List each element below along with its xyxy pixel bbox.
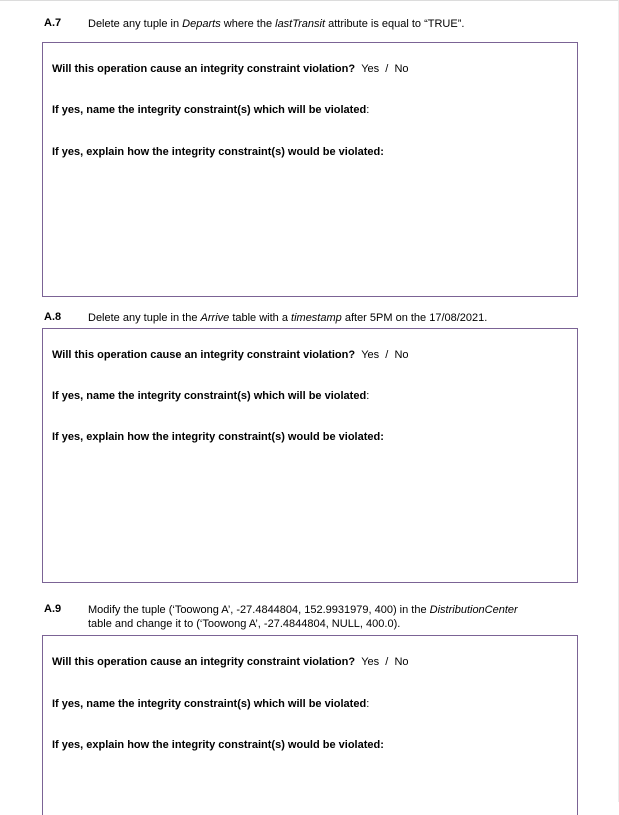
- answer-box[interactable]: [42, 42, 578, 297]
- constraint-explain-prompt: If yes, explain how the integrity constraint(s) would be violated:: [52, 431, 384, 443]
- question-text: Delete any tuple in the Arrive table with a timestamp after 5PM on the 17/08/2021.: [88, 312, 488, 324]
- question-text: Modify the tuple (‘Toowong A’, -27.4844804, 152.9931979, 400) in the DistributionCenter table and change it to (‘Toowong A’, -27.4844804, NULL, 400.0).: [88, 604, 518, 630]
- no-option: No: [394, 349, 409, 361]
- yes-option: Yes: [361, 349, 380, 361]
- yes-option: Yes: [361, 63, 380, 75]
- question-number: A.8: [44, 311, 62, 323]
- question-number: A.9: [44, 603, 62, 615]
- violation-question: Will this operation cause an integrity constraint violation? Yes / No: [52, 656, 409, 668]
- yes-option: Yes: [361, 656, 380, 668]
- no-option: No: [394, 656, 409, 668]
- answer-box[interactable]: [42, 635, 578, 815]
- question-text: Delete any tuple in Departs where the lastTransit attribute is equal to “TRUE”.: [88, 18, 465, 30]
- constraint-explain-prompt: If yes, explain how the integrity constraint(s) would be violated:: [52, 739, 384, 751]
- no-option: No: [394, 63, 409, 75]
- constraint-explain-prompt: If yes, explain how the integrity constraint(s) would be violated:: [52, 146, 384, 158]
- constraint-name-prompt: If yes, name the integrity constraint(s) which will be violated:: [52, 390, 370, 402]
- violation-question: Will this operation cause an integrity constraint violation? Yes / No: [52, 349, 409, 361]
- question-number: A.7: [44, 17, 62, 29]
- answer-box[interactable]: [42, 328, 578, 583]
- page-top-divider: [0, 0, 619, 1]
- violation-question: Will this operation cause an integrity constraint violation? Yes / No: [52, 63, 409, 75]
- constraint-name-prompt: If yes, name the integrity constraint(s) which will be violated:: [52, 104, 370, 116]
- constraint-name-prompt: If yes, name the integrity constraint(s) which will be violated:: [52, 698, 370, 710]
